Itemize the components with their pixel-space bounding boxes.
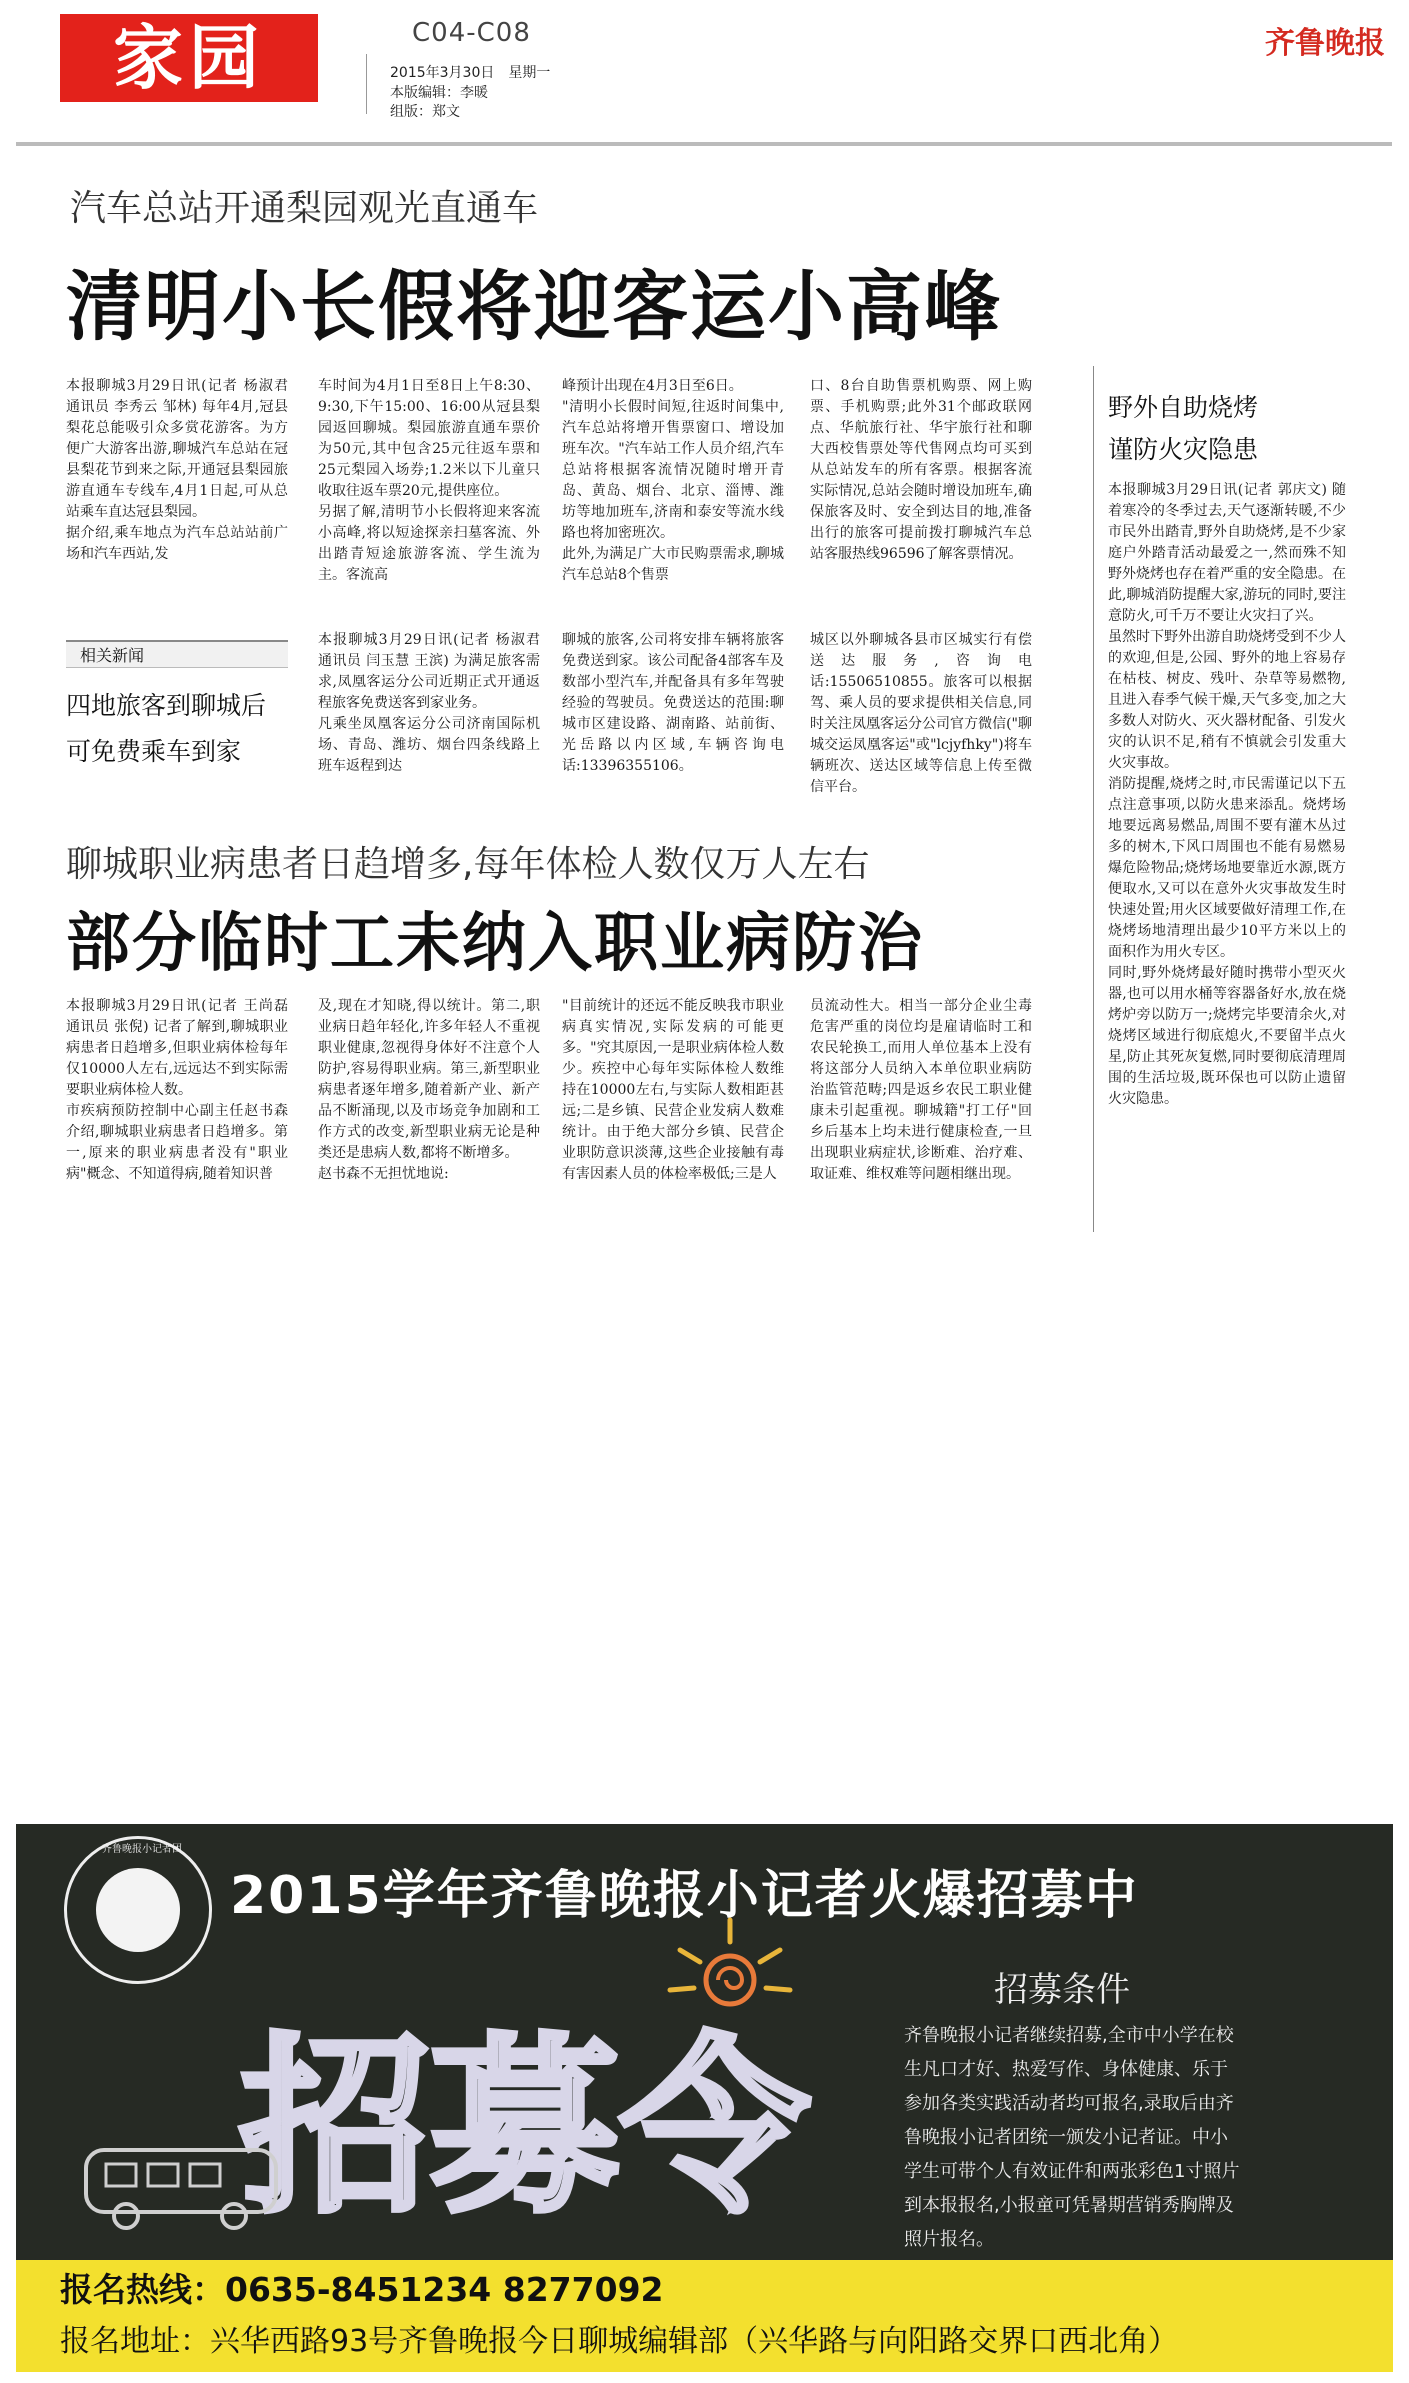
article1-col3: 峰预计出现在4月3日至6日。 "清明小长假时间短,往返时间集中,汽车总站将增开售票窗口、增设加班车次。"汽车站工作人员介绍,汽车总站将根据客流情况随时增开青岛、黄岛、烟台、北京、淄博、潍坊等地加班车,济南和泰安等流水线路也将加密班次。 此外,为满足广大市民购票需求,聊城汽车总站8个售票 [562,378,784,583]
article2-col1: 本报聊城3月29日讯(记者 王尚磊 通讯员 张倪) 记者了解到,聊城职业病患者日趋增多,但职业病体检每年仅10000人左右,远远达不到实际需要职业病体检人数。 市疾病预防控制中心副主任赵书森介绍,聊城职业病患者日趋增多。第一,原来的职业病患者没有"职业病"概念、不知道得病,随着知识普 [66,998,288,1182]
related-news-tag: 相关新闻 [66,640,288,668]
header-rule [16,142,1392,146]
related-col2: 本报聊城3月29日讯(记者 杨淑君 通讯员 闫玉慧 王滨) 为满足旅客需求,凤凰客运分公司近期正式开通返程旅客免费送客到家业务。 凡乘坐凤凰客运分公司济南国际机场、青岛、潍坊、烟台四条线路上班车返程到达 [318,632,540,774]
signup-address: 报名地址：兴华西路93号齐鲁晚报今日聊城编辑部（兴华路与向阳路交界口西北角） [60,2324,1179,2359]
page-range: C04-C08 [412,18,531,48]
editor-line: 本版编辑：李暖 [390,85,488,101]
article1-subtitle: 汽车总站开通梨园观光直通车 [70,188,539,229]
article2-col2: 及,现在才知晓,得以统计。第二,职业病日趋年轻化,许多年轻人不重视职业健康,忽视得身体好不注意个人防护,容易得职业病。第三,新型职业病患者逐年增多,随着新产业、新产品不断涌现,以及市场竞争加剧和工作方式的改变,新型职业病无论是种类还是患病人数,都将不断增多。 赵书森不无担忧地说: [318,998,540,1182]
article1-col2: 车时间为4月1日至8日上午8:30、9:30,下午15:00、16:00从冠县梨园返回聊城。梨园旅游直通车票价为50元,其中包含25元往返车票和25元梨园入场券;1.2米以下儿童只收取往返车票20元,提供座位。 另据了解,清明节小长假将迎来客流小高峰,将以短途探亲扫墓客流、外出踏青短途旅游客流、学生流为主。客流高 [318,378,540,583]
related-col3: 聊城的旅客,公司将安排车辆将旅客免费送到家。该公司配备4部客车及数部小型汽车,并配备具有多年驾驶经验的驾驶员。免费送达的范围:聊城市区建设路、湖南路、站前街、光岳路以内区域,车辆咨询电话:13396355106。 [562,632,784,774]
sidebar-title-line1: 野外自助烧烤 [1108,393,1259,422]
section-title: 家园 [113,17,265,99]
related-title-line1: 四地旅客到聊城后 [66,691,267,720]
sidebar-divider [1093,366,1094,1232]
logo-text: 齐鲁晚报小记者团 [102,1844,182,1855]
date-line: 2015年3月30日 星期一 [390,65,551,81]
newspaper-logo: 齐鲁晚报 [1265,26,1385,61]
related-title-line2: 可免费乘车到家 [66,737,242,766]
article1-col4: 口、8台自助售票机购票、网上购票、手机购票;此外31个邮政联网点、华航旅行社、华宇旅行社和聊大西校售票处等代售网点均可买到从总站发车的所有客票。根据客流实际情况,总站会随时增设加班车,确保旅客及时、安全到达目的地,准备出行的旅客可提前拨打聊城汽车总站客服热线96596了解客票情况。 [810,378,1032,562]
masthead-divider [366,54,367,114]
article2-subtitle: 聊城职业病患者日趋增多,每年体检人数仅万人左右 [66,844,870,885]
article1-col1: 本报聊城3月29日讯(记者 杨淑君 通讯员 李秀云 邹林) 每年4月,冠县梨花总能吸引众多赏花游客。为方便广大游客出游,聊城汽车总站在冠县梨花节到来之际,开通冠县梨园旅游直通车专线车,4月1日起,可从总站乘车直达冠县梨园。 据介绍,乘车地点为汽车总站站前广场和汽车西站,发 [66,378,288,562]
conditions-title: 招募条件 [994,1970,1130,2010]
ad-title: 2015学年齐鲁晚报小记者火爆招募中 [230,1866,1139,1926]
layout-line: 组版：郑文 [390,104,460,120]
bus-doodle-icon [66,2120,306,2240]
sidebar-body: 本报聊城3月29日讯(记者 郭庆文) 随着寒冷的冬季过去,天气逐渐转暖,不少市民外出踏青,野外自助烧烤,是不少家庭户外踏青活动最爱之一,然而殊不知野外烧烤也存在着严重的安全隐患。在此,聊城消防提醒大家,游玩的同时,要注意防火,可千万不要让火灾扫了兴。 虽然时下野外出游自助烧烤受到不少人的欢迎,但是,公园、野外的地上容易存在枯枝、树皮、残叶、杂草等易燃物,且进入春季气候干燥,天气多变,加之大多数人对防火、灭火器材配备、引发火灾的认识不足,稍有不慎就会引发重大火灾事故。 消防提醒,烧烤之时,市民需谨记以下五点注意事项,以防火患来添乱。烧烤场地要远离易燃品,周围不要有灌木丛过多的树木,下风口周围也不能有易燃易爆危险物品;烧烤场地要靠近水源,既方便取水,又可以在意外火灾事故发生时快速处置;用火区域要做好清理工作,在烧烤场地清理出最少10平方米以上的面积作为用火专区。 同时,野外烧烤最好随时携带小型灭火器,也可以用水桶等容器备好水,放在烧烤炉旁以防万一;烧烤完毕要清余火,对烧烤区域进行彻底熄火,不要留半点火星,防止其死灰复燃,同时要彻底清理周围的生活垃圾,既环保也可以防止遗留火灾隐患。 [1108,482,1346,1107]
related-col4: 城区以外聊城各县市区城实行有偿送达服务,咨询电话:15506510855。旅客可以根据驾、乘人员的要求提供相关信息,同时关注凤凰客运分公司官方微信("聊城交运凤凰客运"或"lcjyfhky")将车辆班次、送达区域等信息上传至微信平台。 [810,632,1032,795]
logo-swan-icon [96,1868,180,1952]
conditions-text: 齐鲁晚报小记者继续招募,全市中小学在校生凡口才好、热爱写作、身体健康、乐于参加各类实践活动者均可报名,录取后由齐鲁晚报小记者团统一颁发小记者证。中小学生可带个人有效证件和两张彩色1寸照片到本报报名,小报童可凭暑期营销秀胸牌及照片报名。 [904,2025,1240,2250]
big-chalk-word: 招募令 [240,2015,811,2238]
article1-headline: 清明小长假将迎客运小高峰 [66,262,1002,351]
article2-headline: 部分临时工未纳入职业病防治 [66,907,924,981]
article2-col3: "目前统计的还远不能反映我市职业病真实情况,实际发病的可能更多。"究其原因,一是职业病体检人数少。疾控中心每年实际体检人数维持在10000左右,与实际人数相距甚远;二是乡镇、民营企业发病人数难统计。由于绝大部分乡镇、民营企业职防意识淡薄,这些企业接触有毒有害因素人员的体检率极低;三是人 [562,998,784,1182]
sidebar-title-line2: 谨防火灾隐患 [1108,435,1259,464]
signup-hotline: 报名热线：0635-8451234 8277092 [60,2270,664,2309]
article2-col4: 员流动性大。相当一部分企业尘毒危害严重的岗位均是雇请临时工和农民轮换工,而用人单位基本上没有将这部分人员纳入本单位职业病防治监管范畴;四是返乡农民工职业健康未引起重视。聊城籍"打工仔"回乡后基本上均未进行健康检查,一旦出现职业病症状,诊断难、治疗难、取证难、维权难等问题相继出现。 [810,998,1032,1182]
